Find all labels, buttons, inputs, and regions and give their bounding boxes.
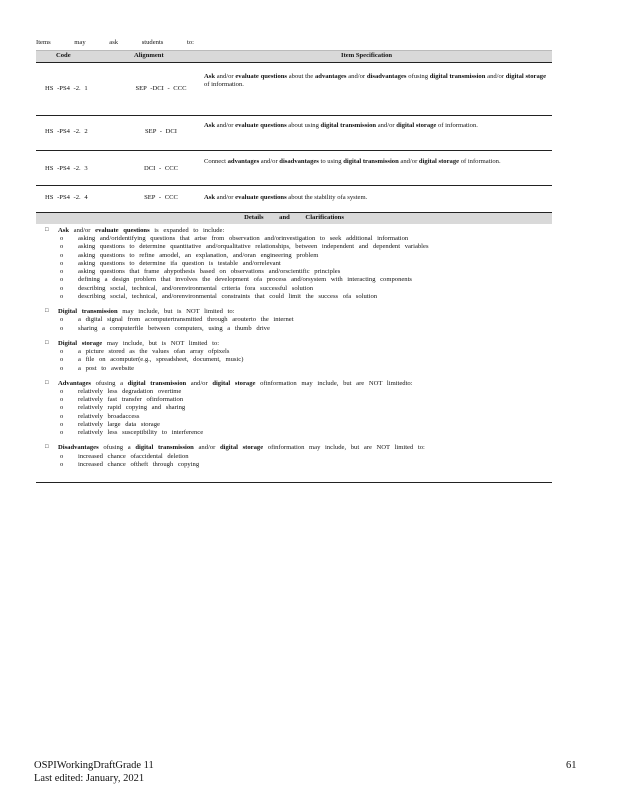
- item-spec-table: [36, 50, 552, 483]
- list-item: o asking and/oridentifying questions that arise from observation and/orinvestigation to seek additional information: [60, 235, 409, 243]
- list-item: o a file on acomputer(e.g., spreadsheet, document, music): [60, 356, 244, 364]
- table-header: [36, 50, 552, 62]
- row-spec: Ask and/or evaluate questions about using digital transmission and/or digital storage of information.: [204, 122, 478, 129]
- row-alignment: SEP -DCI - CCC: [135, 85, 187, 92]
- row-code: HS -PS4 -2. 3: [45, 165, 88, 172]
- footer-edited-date: Last edited: January, 2021: [34, 773, 145, 785]
- details-block-heading: □ Disadvantages ofusing a digital transmission and/or digital storage ofinformation may include, but are NOT limited to:: [45, 444, 425, 452]
- row-spec: Ask and/or evaluate questions about the advantages and/or disadvantages ofusing digital transmission and/or digital storage of information.: [204, 73, 546, 89]
- circle-bullet-icon: o: [60, 348, 64, 356]
- row-alignment: SEP - CCC: [144, 194, 178, 201]
- list-item: o relatively fast transfer ofinformation: [60, 396, 184, 404]
- circle-bullet-icon: o: [60, 356, 64, 364]
- details-section: [36, 224, 552, 482]
- table-row: [36, 115, 552, 150]
- list-item: o asking questions that frame ahypothesis based on observations and/orscientific principles: [60, 268, 341, 276]
- footer-draft-label: OSPIWorkingDraftGrade 11: [34, 760, 154, 771]
- list-item: o relatively less degradation overtime: [60, 387, 182, 395]
- list-item: o relatively rapid copying and sharing: [60, 404, 186, 412]
- details-block: [36, 308, 552, 333]
- details-header: Details and Clarifications: [36, 212, 552, 224]
- row-code: HS -PS4 -2. 1: [45, 85, 88, 92]
- details-list: [36, 235, 552, 301]
- row-alignment: SEP - DCI: [145, 128, 177, 135]
- checkbox-bullet-icon: □: [45, 444, 49, 451]
- circle-bullet-icon: o: [60, 460, 64, 468]
- list-item: o increased chance ofaccidental deletion: [60, 452, 189, 460]
- details-list: [36, 388, 552, 437]
- list-item: o asking questions to refine amodel, an explanation, and/oran engineering problem: [60, 251, 319, 259]
- details-block: [36, 340, 552, 373]
- circle-bullet-icon: o: [60, 235, 64, 243]
- header-item-spec: Item Specification: [341, 52, 393, 59]
- circle-bullet-icon: o: [60, 243, 64, 251]
- list-item: o asking questions to determine quantitative and/orqualitative relationships, between independent and dependent variables: [60, 243, 429, 251]
- list-item: o a digital signal from acomputertransmitted through arouterto the internet: [60, 316, 294, 324]
- circle-bullet-icon: o: [60, 276, 64, 284]
- list-item: o describing social, technical, and/orenvironmental constraints that could limit the success ofa solution: [60, 292, 378, 300]
- circle-bullet-icon: o: [60, 420, 64, 428]
- circle-bullet-icon: o: [60, 251, 64, 259]
- circle-bullet-icon: o: [60, 396, 64, 404]
- footer: [34, 759, 154, 785]
- checkbox-bullet-icon: □: [45, 339, 49, 346]
- circle-bullet-icon: o: [60, 268, 64, 276]
- list-item: o relatively broadaccess: [60, 412, 140, 420]
- list-item: o describing social, technical, and/orenvironmental criteria fora successful solution: [60, 284, 314, 292]
- circle-bullet-icon: o: [60, 429, 64, 437]
- list-item: o a picture stored as the values ofan array ofpixels: [60, 348, 230, 356]
- details-block: [36, 444, 552, 469]
- list-item: o sharing a computerfile between computers, using a thumb drive: [60, 324, 270, 332]
- circle-bullet-icon: o: [60, 284, 64, 292]
- details-block-heading: □ Ask and/or evaluate questions is expanded to include:: [45, 227, 225, 234]
- circle-bullet-icon: o: [60, 364, 64, 372]
- details-block-heading: □ Advantages ofusing a digital transmission and/or digital storage ofinformation may include, but are NOT limitedto:: [45, 379, 413, 387]
- header-code: Code: [56, 52, 71, 59]
- details-block: [36, 380, 552, 438]
- details-list: [36, 453, 552, 469]
- list-item: o increased chance oftheft through copying: [60, 460, 200, 468]
- row-alignment: DCI - CCC: [143, 165, 179, 172]
- header-alignment: Alignment: [134, 52, 164, 59]
- circle-bullet-icon: o: [60, 292, 64, 300]
- list-item: o a post to awebsite: [60, 364, 135, 372]
- row-spec: Ask and/or evaluate questions about the stability ofa system.: [204, 194, 368, 201]
- list-item: o relatively less susceptibility to interference: [60, 429, 204, 437]
- list-item: o asking questions to determine ifa question is testable and/orrelevant: [60, 259, 281, 267]
- list-item: o defining a design problem that involves the development ofa process and/orsystem with interacting components: [60, 276, 412, 284]
- row-code: HS -PS4 -2. 2: [45, 128, 88, 135]
- circle-bullet-icon: o: [60, 412, 64, 420]
- table-row: [36, 150, 552, 185]
- checkbox-bullet-icon: □: [45, 379, 49, 386]
- list-item: o relatively large data storage: [60, 420, 160, 428]
- circle-bullet-icon: o: [60, 452, 64, 460]
- table-row: [36, 185, 552, 212]
- details-list: [36, 348, 552, 373]
- details-list: [36, 316, 552, 332]
- circle-bullet-icon: o: [60, 404, 64, 412]
- row-code: HS -PS4 -2. 4: [45, 194, 88, 201]
- row-spec: Connect advantages and/or disadvantages to using digital transmission and/or digital storage of information.: [204, 158, 501, 165]
- details-block-heading: □ Digital storage may include, but is NOT limited to:: [45, 339, 220, 347]
- page-number: 61: [566, 760, 577, 771]
- details-block: [36, 227, 552, 301]
- circle-bullet-icon: o: [60, 324, 64, 332]
- circle-bullet-icon: o: [60, 259, 64, 267]
- details-block-heading: □ Digital transmission may include, but is NOT limited to:: [45, 308, 235, 316]
- table-row: [36, 62, 552, 115]
- checkbox-bullet-icon: □: [45, 227, 49, 233]
- intro-text: Items may ask students to:: [36, 39, 194, 46]
- circle-bullet-icon: o: [60, 387, 64, 395]
- checkbox-bullet-icon: □: [45, 308, 49, 315]
- circle-bullet-icon: o: [60, 316, 64, 324]
